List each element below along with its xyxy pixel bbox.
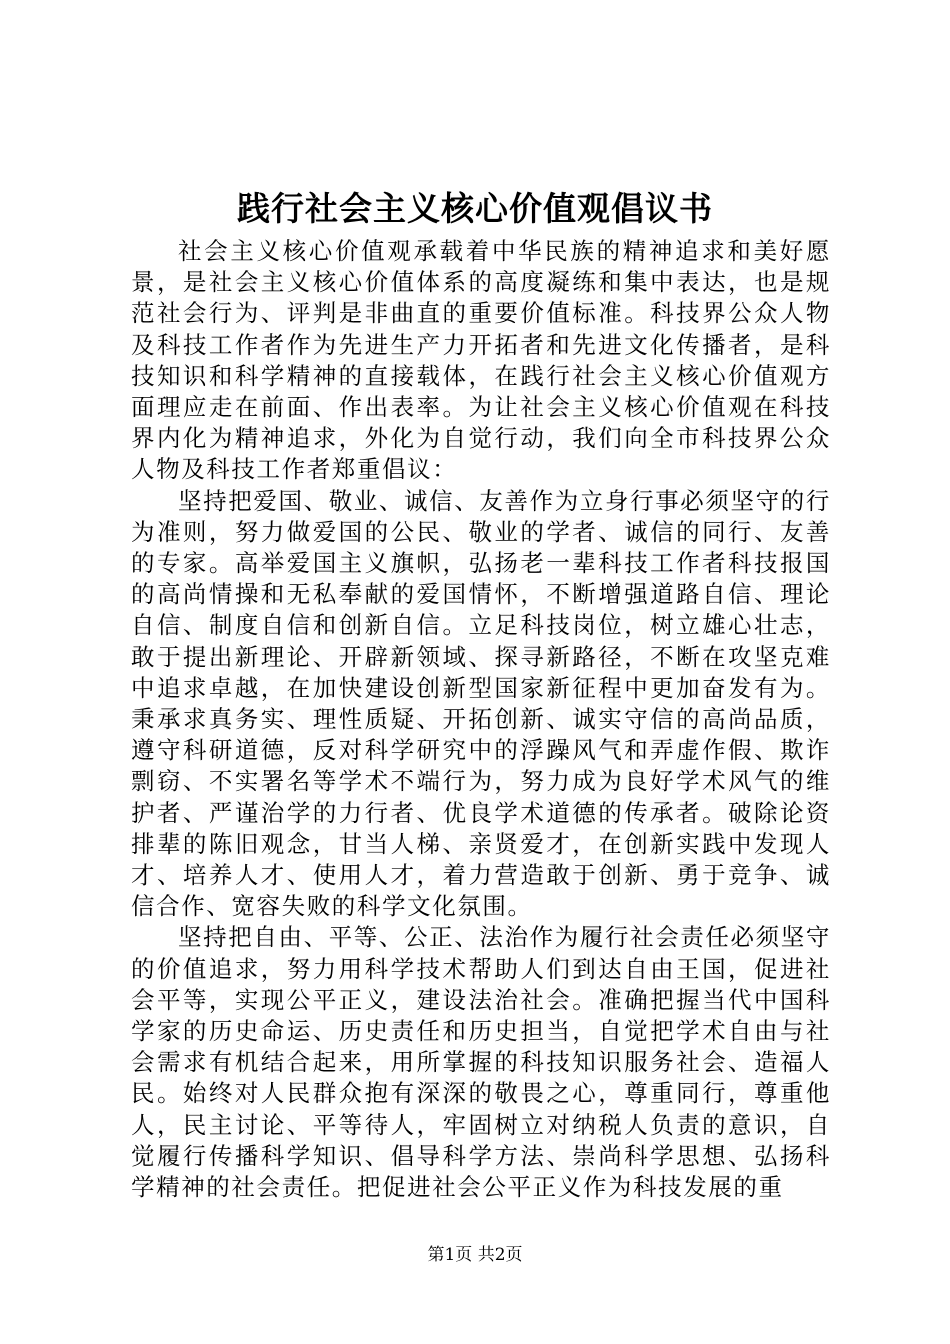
paragraph-freedom: 坚持把自由、平等、公正、法治作为履行社会责任必须坚守的价值追求，努力用科学技术帮助人们到达自由王国，促进社会平等，实现公平正义，建设法治社会。准确把握当代中国科学家的历史命运、历史责任和历史担当，自觉把学术自由与社会需求有机结合起来，用所掌握的科技知识服务社会、造福人民。始终对人民群众抱有深深的敬畏之心，尊重同行，尊重他人，民主讨论、平等待人，牢固树立对纳税人负责的意识，自觉履行传播科学知识、倡导科学方法、崇尚科学思想、弘扬科学精神的社会责任。把促进社会公平正义作为科技发展的重 [131, 923, 831, 1202]
document-body [131, 236, 831, 1203]
page-number: 第1页 共2页 [427, 1245, 523, 1265]
document-title: 践行社会主义核心价值观倡议书 [237, 189, 713, 228]
paragraph-patriotism: 坚持把爱国、敬业、诚信、友善作为立身行事必须坚守的行为准则，努力做爱国的公民、敬业的学者、诚信的同行、友善的专家。高举爱国主义旗帜，弘扬老一辈科技工作者科技报国的高尚情操和无私奉献的爱国情怀，不断增强道路自信、理论自信、制度自信和创新自信。立足科技岗位，树立雄心壮志，敢于提出新理论、开辟新领域、探寻新路径，不断在攻坚克难中追求卓越，在加快建设创新型国家新征程中更加奋发有为。秉承求真务实、理性质疑、开拓创新、诚实守信的高尚品质，遵守科研道德，反对科学研究中的浮躁风气和弄虚作假、欺诈剽窃、不实署名等学术不端行为，努力成为良好学术风气的维护者、严谨治学的力行者、优良学术道德的传承者。破除论资排辈的陈旧观念，甘当人梯、亲贤爱才，在创新实践中发现人才、培养人才、使用人才，着力营造敢于创新、勇于竞争、诚信合作、宽容失败的科学文化氛围。 [131, 486, 831, 921]
paragraph-intro: 社会主义核心价值观承载着中华民族的精神追求和美好愿景，是社会主义核心价值体系的高度凝练和集中表达，也是规范社会行为、评判是非曲直的重要价值标准。科技界公众人物及科技工作者作为先进生产力开拓者和先进文化传播者，是科技知识和科学精神的直接载体，在践行社会主义核心价值观方面理应走在前面、作出表率。为让社会主义核心价值观在科技界内化为精神追求，外化为自觉行动，我们向全市科技界公众人物及科技工作者郑重倡议： [131, 237, 831, 484]
